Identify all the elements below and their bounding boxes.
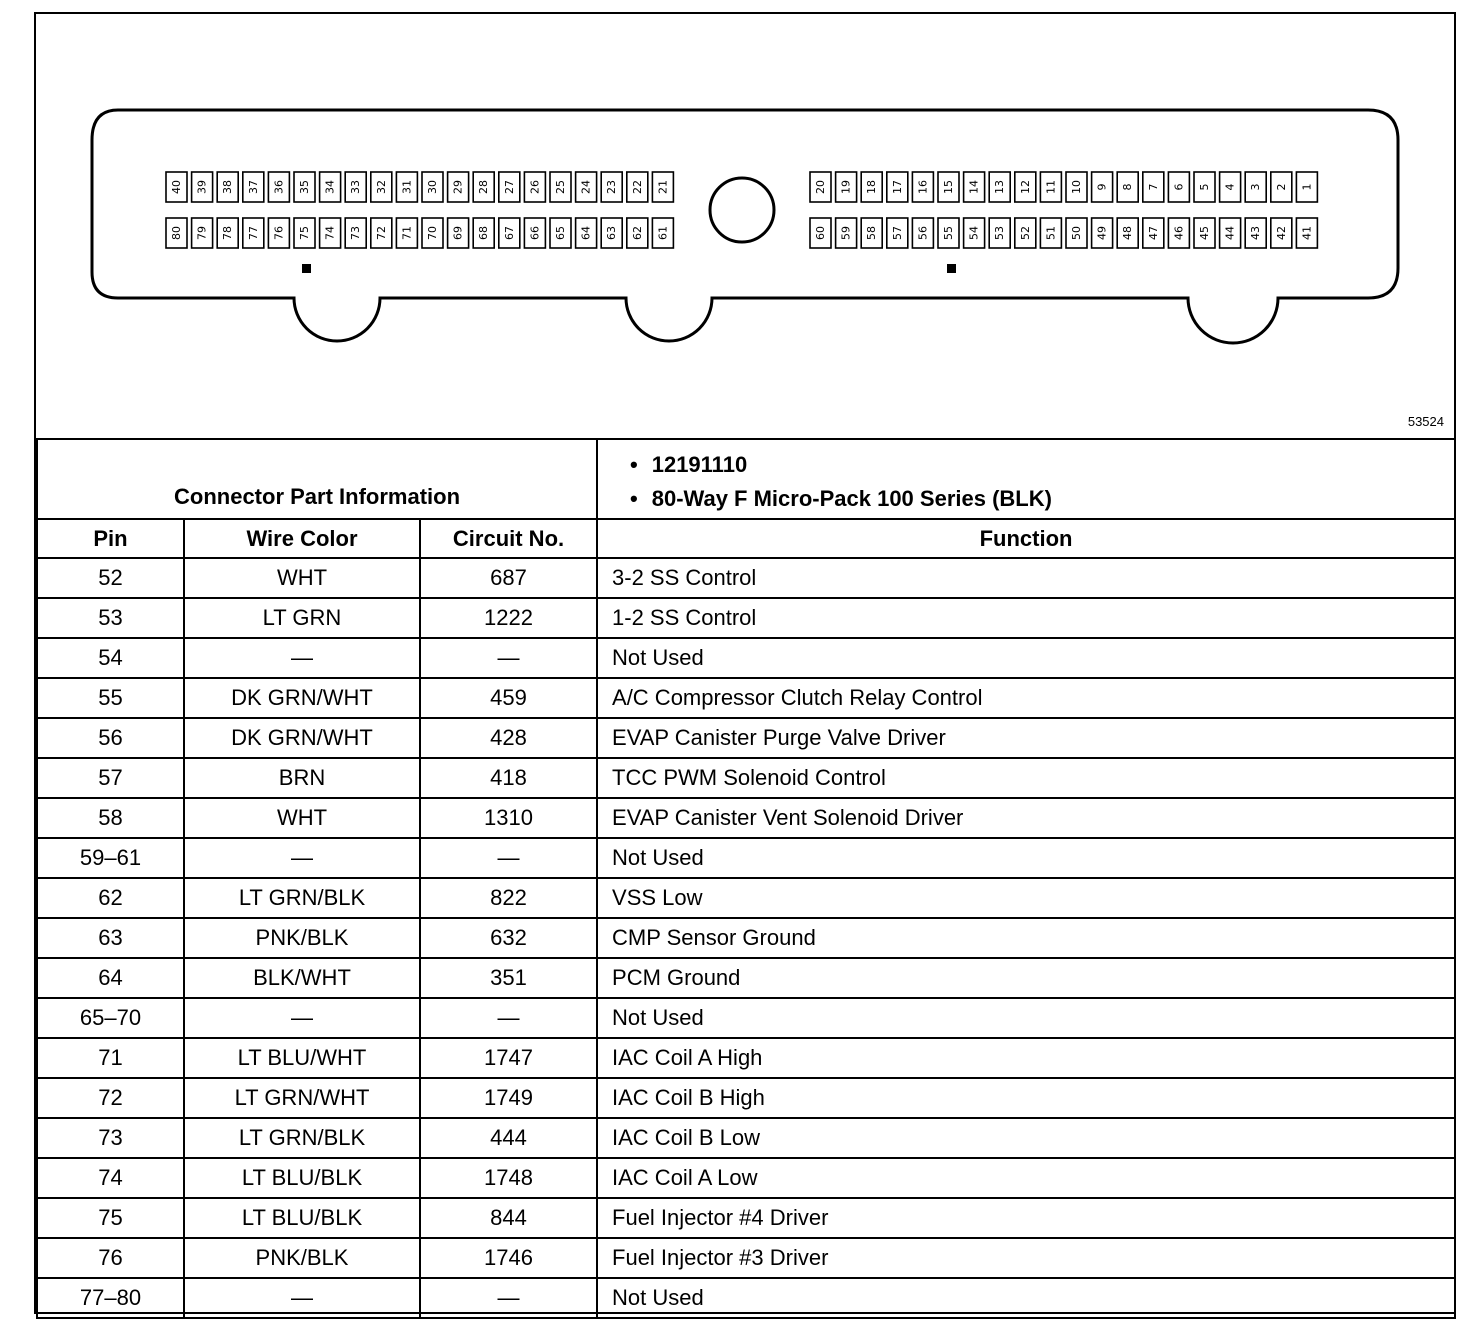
connector-diagram (36, 14, 1454, 438)
pin-number: 53 (993, 226, 1007, 240)
table-row (37, 1158, 1455, 1198)
function-cell: Not Used (597, 638, 1455, 678)
pin-number: 59 (839, 226, 853, 240)
circuit-cell: 1749 (420, 1078, 597, 1118)
wire-color-cell: LT BLU/BLK (184, 1158, 420, 1198)
pin-cavity (1168, 172, 1189, 202)
wire-color-cell: DK GRN/WHT (184, 718, 420, 758)
pin-1-marker-right (947, 264, 956, 273)
circuit-cell: 822 (420, 878, 597, 918)
pin-number: 9 (1095, 183, 1109, 191)
pin-cavity (1271, 172, 1292, 202)
pin-row-bottom-left (166, 218, 673, 248)
figure-id: 53524 (1407, 414, 1444, 429)
pin-number: 7 (1146, 183, 1160, 191)
pin-cavity (524, 218, 545, 248)
pin-number: 24 (579, 180, 593, 194)
pin-number: 43 (1249, 226, 1263, 240)
pin-row-top-left (166, 172, 673, 202)
pin-number: 54 (967, 226, 981, 240)
pin-cavity (1296, 218, 1317, 248)
wire-color-cell: PNK/BLK (184, 1238, 420, 1278)
table-row (37, 1278, 1455, 1318)
table-row (37, 558, 1455, 598)
pin-number: 75 (298, 226, 311, 240)
pin-cavity (371, 172, 392, 202)
pin-cavity (473, 172, 494, 202)
circuit-cell: 418 (420, 758, 597, 798)
pin-cavity (601, 172, 622, 202)
pin-number: 51 (1044, 226, 1058, 240)
circuit-cell: 1748 (420, 1158, 597, 1198)
pin-number: 66 (528, 226, 542, 240)
pin-number: 4 (1223, 183, 1237, 191)
header-circuit: Circuit No. (420, 519, 597, 558)
table-row (37, 678, 1455, 718)
table-row (37, 1198, 1455, 1238)
circuit-cell: 632 (420, 918, 597, 958)
pin-number: 79 (195, 226, 209, 240)
wire-color-cell: LT GRN/BLK (184, 1118, 420, 1158)
pin-number: 1 (1300, 183, 1314, 191)
function-cell: 3-2 SS Control (597, 558, 1455, 598)
table-row (37, 958, 1455, 998)
pin-number: 61 (656, 226, 670, 240)
pin-cavity (217, 172, 238, 202)
function-cell: Fuel Injector #3 Driver (597, 1238, 1455, 1278)
pin-cavity (1271, 218, 1292, 248)
wire-color-cell: — (184, 998, 420, 1038)
table-row (37, 798, 1455, 838)
pin-number: 39 (195, 180, 209, 194)
function-cell: Fuel Injector #4 Driver (597, 1198, 1455, 1238)
pin-number: 14 (967, 180, 981, 194)
table-row (37, 718, 1455, 758)
pin-cavity (1245, 172, 1266, 202)
circuit-cell: 1746 (420, 1238, 597, 1278)
pin-number: 48 (1121, 226, 1135, 240)
pin-cavity (627, 218, 648, 248)
pin-number: 55 (942, 226, 955, 240)
connector-description: • 80-Way F Micro-Pack 100 Series (BLK) (630, 482, 1454, 516)
pin-number: 67 (502, 226, 516, 240)
pin-cell: 72 (37, 1078, 184, 1118)
pin-cell: 52 (37, 558, 184, 598)
function-cell: 1-2 SS Control (597, 598, 1455, 638)
function-cell: IAC Coil A Low (597, 1158, 1455, 1198)
pin-cavity (320, 218, 341, 248)
pin-cavity (1117, 172, 1138, 202)
circuit-cell: — (420, 638, 597, 678)
pin-cavity (938, 218, 959, 248)
pin-number: 11 (1044, 180, 1058, 194)
pin-cavity (1092, 172, 1113, 202)
pinout-rows (37, 558, 1455, 1318)
pin-cavity (1015, 218, 1036, 248)
circuit-cell: 1222 (420, 598, 597, 638)
pin-cavity (1220, 172, 1241, 202)
pin-number: 35 (298, 180, 311, 194)
circuit-cell: — (420, 1278, 597, 1318)
pin-number: 16 (916, 180, 930, 194)
circuit-cell: 844 (420, 1198, 597, 1238)
pin-cavity (1168, 218, 1189, 248)
pin-cell: 59–61 (37, 838, 184, 878)
pin-number: 44 (1223, 226, 1237, 240)
circuit-cell: 459 (420, 678, 597, 718)
pin-cell: 57 (37, 758, 184, 798)
pin-number: 65 (554, 226, 567, 240)
pin-number: 26 (528, 180, 542, 194)
pin-number: 57 (890, 226, 904, 240)
function-cell: CMP Sensor Ground (597, 918, 1455, 958)
pin-cavity (576, 218, 597, 248)
function-cell: PCM Ground (597, 958, 1455, 998)
pin-number: 19 (839, 180, 853, 194)
function-cell: EVAP Canister Purge Valve Driver (597, 718, 1455, 758)
pin-number: 80 (170, 226, 183, 240)
pin-number: 15 (942, 180, 955, 194)
pin-number: 12 (1018, 180, 1032, 194)
pin-cavity (964, 218, 985, 248)
pin-cavity (499, 172, 520, 202)
pin-number: 18 (865, 180, 879, 194)
wire-color-cell: LT GRN/BLK (184, 878, 420, 918)
pin-number: 41 (1300, 226, 1314, 240)
pin-number: 33 (349, 180, 363, 194)
pin-cell: 65–70 (37, 998, 184, 1038)
pin-cavity (166, 172, 187, 202)
pin-cavity (601, 218, 622, 248)
pin-cavity (345, 172, 366, 202)
pin-number: 69 (451, 226, 465, 240)
pin-cavity (1143, 172, 1164, 202)
pin-cell: 55 (37, 678, 184, 718)
pin-cavity (627, 172, 648, 202)
pin-cavity (320, 172, 341, 202)
circuit-cell: 687 (420, 558, 597, 598)
circuit-cell: 428 (420, 718, 597, 758)
pin-cell: 77–80 (37, 1278, 184, 1318)
part-number: • 12191110 (630, 448, 1454, 482)
table-row (37, 998, 1455, 1038)
pinout-table (36, 438, 1456, 1319)
circuit-cell: — (420, 998, 597, 1038)
pin-cavity (499, 218, 520, 248)
pin-number: 20 (814, 180, 827, 194)
pin-cavity (1040, 218, 1061, 248)
wire-color-cell: — (184, 1278, 420, 1318)
circuit-cell: 351 (420, 958, 597, 998)
pin-cavity (1066, 218, 1087, 248)
wire-color-cell: LT BLU/BLK (184, 1198, 420, 1238)
pin-cell: 58 (37, 798, 184, 838)
pin-cavity (524, 172, 545, 202)
pin-number: 76 (272, 226, 286, 240)
table-row (37, 1038, 1455, 1078)
table-row (37, 918, 1455, 958)
pin-cavity (422, 218, 443, 248)
pin-cavity (964, 172, 985, 202)
pin-cavity (1066, 172, 1087, 202)
part-info-label: Connector Part Information (37, 439, 597, 519)
pin-number: 10 (1070, 180, 1083, 194)
pin-cell: 63 (37, 918, 184, 958)
pin-cavity (989, 172, 1010, 202)
function-cell: IAC Coil A High (597, 1038, 1455, 1078)
pin-cavity (861, 218, 882, 248)
pin-cell: 54 (37, 638, 184, 678)
pin-number: 29 (451, 180, 465, 194)
pin-number: 40 (170, 180, 183, 194)
center-key-hole (710, 178, 774, 242)
pin-cell: 62 (37, 878, 184, 918)
pin-number: 62 (630, 226, 644, 240)
pin-cavity (448, 172, 469, 202)
pin-cavity (836, 218, 857, 248)
circuit-cell: 1310 (420, 798, 597, 838)
pin-number: 47 (1146, 226, 1160, 240)
pin-cavity (836, 172, 857, 202)
pin-number: 13 (993, 180, 1007, 194)
pin-cavity (810, 172, 831, 202)
pin-cell: 76 (37, 1238, 184, 1278)
table-row (37, 838, 1455, 878)
pin-cavity (192, 218, 213, 248)
pin-cavity (192, 172, 213, 202)
pin-number: 2 (1274, 183, 1288, 191)
header-row (37, 519, 1455, 558)
function-cell: Not Used (597, 838, 1455, 878)
pin-number: 3 (1249, 183, 1263, 191)
header-pin: Pin (37, 519, 184, 558)
function-cell: Not Used (597, 1278, 1455, 1318)
pin-cavity (396, 172, 417, 202)
circuit-cell: — (420, 838, 597, 878)
pin-cavity (166, 218, 187, 248)
pin-cavity (652, 218, 673, 248)
wire-color-cell: PNK/BLK (184, 918, 420, 958)
pin-number: 56 (916, 226, 930, 240)
part-info-row (37, 439, 1455, 519)
wire-color-cell: BRN (184, 758, 420, 798)
pin-cavity (1117, 218, 1138, 248)
pin-number: 42 (1274, 226, 1288, 240)
function-cell: EVAP Canister Vent Solenoid Driver (597, 798, 1455, 838)
pin-number: 8 (1121, 183, 1135, 191)
pin-number: 71 (400, 226, 414, 240)
wire-color-cell: WHT (184, 798, 420, 838)
pin-number: 38 (221, 180, 235, 194)
pin-number: 31 (400, 180, 414, 194)
connector-sheet (34, 12, 1456, 1314)
function-cell: VSS Low (597, 878, 1455, 918)
pin-number: 28 (477, 180, 491, 194)
pin-number: 27 (502, 180, 516, 194)
pin-number: 58 (865, 226, 879, 240)
pin-cell: 64 (37, 958, 184, 998)
pin-cavity (887, 172, 908, 202)
pin-number: 46 (1172, 226, 1186, 240)
function-cell: IAC Coil B Low (597, 1118, 1455, 1158)
pin-number: 6 (1172, 183, 1186, 191)
pin-cavity (912, 218, 933, 248)
pin-number: 64 (579, 226, 593, 240)
pin-number: 45 (1198, 226, 1211, 240)
pin-cavity (448, 218, 469, 248)
table-row (37, 1118, 1455, 1158)
wire-color-cell: — (184, 838, 420, 878)
pin-cell: 53 (37, 598, 184, 638)
header-function: Function (597, 519, 1455, 558)
pin-number: 63 (605, 226, 619, 240)
pin-number: 30 (426, 180, 439, 194)
pin-number: 52 (1018, 226, 1032, 240)
pin-1-marker-left (302, 264, 311, 273)
table-row (37, 1238, 1455, 1278)
pin-cavity (345, 218, 366, 248)
pin-cavity (243, 172, 264, 202)
pin-cavity (550, 218, 571, 248)
pin-cavity (243, 218, 264, 248)
table-row (37, 598, 1455, 638)
pin-number: 25 (554, 180, 567, 194)
pin-cavity (989, 218, 1010, 248)
wire-color-cell: LT BLU/WHT (184, 1038, 420, 1078)
pin-number: 50 (1070, 226, 1083, 240)
pin-cell: 75 (37, 1198, 184, 1238)
pin-number: 77 (246, 226, 260, 240)
table-row (37, 638, 1455, 678)
table-row (37, 878, 1455, 918)
pin-number: 72 (374, 226, 388, 240)
pin-cell: 74 (37, 1158, 184, 1198)
function-cell: Not Used (597, 998, 1455, 1038)
pin-number: 60 (814, 226, 827, 240)
pin-cavity (576, 172, 597, 202)
pin-cavity (268, 218, 289, 248)
pin-cavity (1040, 172, 1061, 202)
circuit-cell: 1747 (420, 1038, 597, 1078)
pin-cavity (1245, 218, 1266, 248)
pin-cavity (294, 218, 315, 248)
pin-cavity (1296, 172, 1317, 202)
function-cell: A/C Compressor Clutch Relay Control (597, 678, 1455, 718)
pin-number: 36 (272, 180, 286, 194)
pin-cavity (1194, 218, 1215, 248)
pin-number: 17 (890, 180, 904, 194)
pin-cavity (294, 172, 315, 202)
pin-number: 78 (221, 226, 235, 240)
pin-number: 34 (323, 180, 337, 194)
wire-color-cell: — (184, 638, 420, 678)
pin-number: 5 (1198, 183, 1211, 191)
pin-number: 23 (605, 180, 619, 194)
pin-row-top-right (810, 172, 1317, 202)
pin-cavity (887, 218, 908, 248)
pin-cavity (938, 172, 959, 202)
wire-color-cell: BLK/WHT (184, 958, 420, 998)
function-cell: IAC Coil B High (597, 1078, 1455, 1118)
pin-cavity (1092, 218, 1113, 248)
pin-cell: 71 (37, 1038, 184, 1078)
header-wire-color: Wire Color (184, 519, 420, 558)
pin-number: 37 (246, 180, 260, 194)
pin-cavity (550, 172, 571, 202)
pin-number: 73 (349, 226, 363, 240)
pin-number: 21 (656, 180, 670, 194)
circuit-cell: 444 (420, 1118, 597, 1158)
pin-number: 68 (477, 226, 491, 240)
pin-cavity (810, 218, 831, 248)
pin-number: 32 (374, 180, 388, 194)
pin-cell: 56 (37, 718, 184, 758)
pin-row-bottom-right (810, 218, 1317, 248)
pin-cavity (652, 172, 673, 202)
pin-cavity (1194, 172, 1215, 202)
pin-cell: 73 (37, 1118, 184, 1158)
pin-number: 49 (1095, 226, 1109, 240)
pin-cavity (1143, 218, 1164, 248)
pin-cavity (396, 218, 417, 248)
pin-number: 74 (323, 226, 337, 240)
wire-color-cell: DK GRN/WHT (184, 678, 420, 718)
wire-color-cell: LT GRN (184, 598, 420, 638)
wire-color-cell: WHT (184, 558, 420, 598)
pin-cavity (268, 172, 289, 202)
pin-number: 22 (630, 180, 644, 194)
part-info-values (597, 439, 1455, 519)
pin-cavity (1220, 218, 1241, 248)
pin-cavity (422, 172, 443, 202)
table-row (37, 1078, 1455, 1118)
pin-cavity (371, 218, 392, 248)
connector-face-drawing (36, 14, 1454, 438)
pin-cavity (1015, 172, 1036, 202)
pin-number: 70 (426, 226, 439, 240)
table-row (37, 758, 1455, 798)
wire-color-cell: LT GRN/WHT (184, 1078, 420, 1118)
pin-cavity (473, 218, 494, 248)
pin-cavity (912, 172, 933, 202)
function-cell: TCC PWM Solenoid Control (597, 758, 1455, 798)
pin-cavity (217, 218, 238, 248)
pin-cavity (861, 172, 882, 202)
